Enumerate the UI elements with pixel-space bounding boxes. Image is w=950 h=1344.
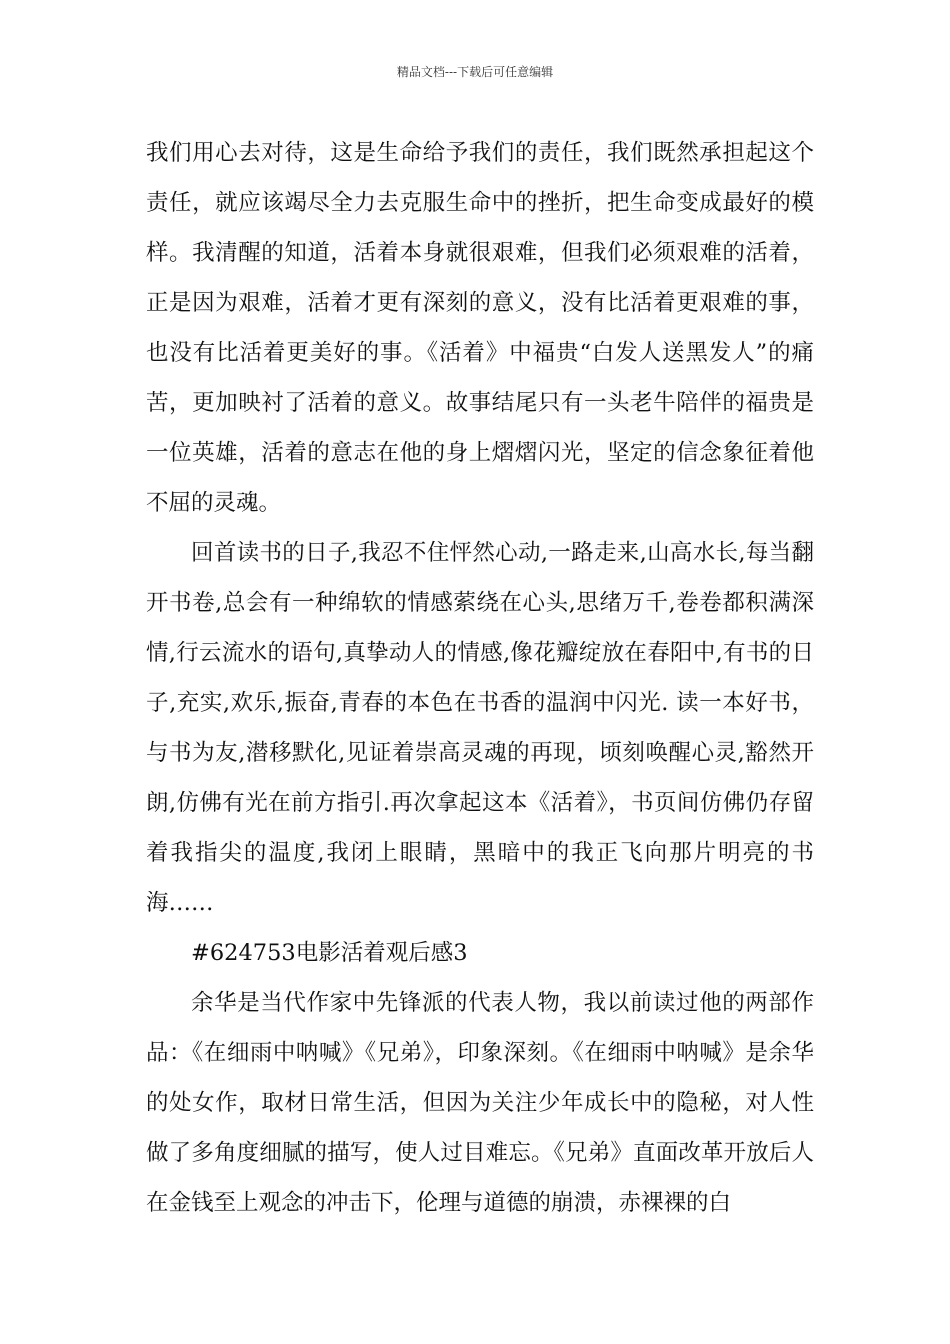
- paragraph-continuation: 我们用心去对待，这是生命给予我们的责任，我们既然承担起这个责任，就应该竭尽全力去克服生命中的挫折，把生命变成最好的模样。我清醒的知道，活着本身就很艰难，但我们必须艰难的活着，正是因为艰难，活着才更有深刻的意义，没有比活着更艰难的事，也没有比活着更美好的事。《活着》中福贵“白发人送黑发人”的痛苦，更加映衬了活着的意义。故事结尾只有一头老牛陪伴的福贵是一位英雄，活着的意志在他的身上熠熠闪光，坚定的信念象征着他不屈的灵魂。: [146, 140, 814, 516]
- section-heading: #624753电影活着观后感3: [191, 940, 468, 966]
- paragraph-reading-reflection: 回首读书的日子,我忍不住怦然心动,一路走来,山高水长,每当翻开书卷,总会有一种绵软的情感萦绕在心头,思绪万千,卷卷都积满深情,行云流水的语句,真挚动人的情感,像花瓣绽放在春阳中,有书的日子,充实,欢乐,振奋,青春的本色在书香的温润中闪光. 读一本好书，与书为友,潜移默化,见证着崇高灵魂的再现，顷刻唤醒心灵,豁然开朗,仿佛有光在前方指引.再次拿起这本《活着》，书页间仿佛仍存留着我指尖的温度,我闭上眼睛，黑暗中的我正飞向那片明亮的书海……: [146, 540, 814, 916]
- page-header: 精品文档---下载后可任意编辑: [396, 65, 554, 79]
- paragraph-yu-hua: 余华是当代作家中先锋派的代表人物，我以前读过他的两部作品：《在细雨中呐喊》《兄弟》，印象深刻。《在细雨中呐喊》是余华的处女作，取材日常生活，但因为关注少年成长中的隐秘，对人性做了多角度细腻的描写，使人过目难忘。《兄弟》直面改革开放后人在金钱至上观念的冲击下，伦理与道德的崩溃，赤裸裸的白: [146, 990, 814, 1216]
- document-body: [146, 128, 814, 1228]
